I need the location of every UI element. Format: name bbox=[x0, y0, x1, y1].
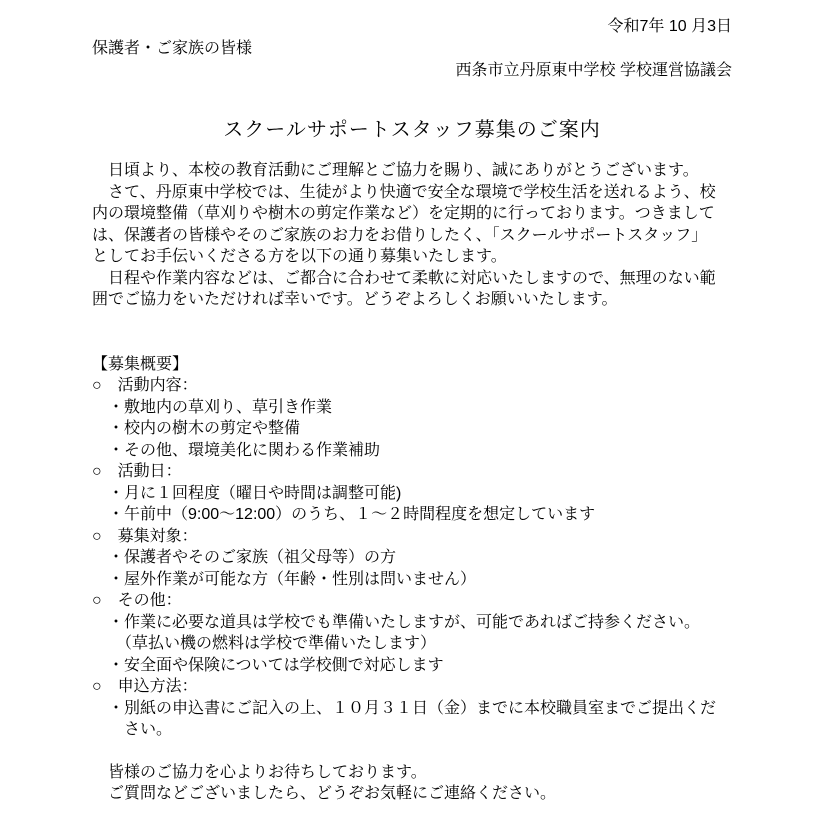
overview-bullet: ・その他、環境美化に関わる作業補助 bbox=[92, 441, 381, 459]
intro-line: さて、丹原東中学校では、生徒がより快適で安全な環境で学校生活を送れるよう、校 bbox=[92, 183, 716, 201]
intro-line: 囲でご協力をいただければ幸いです。どうぞよろしくお願いいたします。 bbox=[92, 291, 618, 308]
intro-line: は、保護者の皆様やそのご家族のお力をお借りしたく、「スクールサポートスタッフ」 bbox=[92, 226, 708, 244]
overview-bullet: （草払い機の燃料は学校で準備いたします） bbox=[92, 635, 437, 652]
overview-bullet: ・午前中（9:00～12:00）のうち、１～２時間程度を想定しています bbox=[92, 506, 596, 523]
intro-line: 日頃より、本校の教育活動にご理解とご協力を賜り、誠にありがとうございます。 bbox=[92, 162, 699, 179]
overview-bullet: ・安全面や保険については学校側で対応します bbox=[92, 656, 444, 674]
recipient-line: 保護者・ご家族の皆様 bbox=[92, 40, 253, 57]
document-title: スクールサポートスタッフ募集のご案内 bbox=[223, 119, 601, 141]
intro-paragraphs bbox=[92, 160, 732, 311]
intro-line: 日程や作業内容などは、ご都合に合わせて柔軟に対応いたしますので、無理のない範 bbox=[92, 269, 716, 287]
document-header bbox=[92, 16, 732, 82]
overview-bullet: ・作業に必要な道具は学校でも準備いたしますが、可能であればご持参ください。 bbox=[92, 613, 701, 631]
overview-bullet: ・保護者やそのご家族（祖父母等）の方 bbox=[92, 549, 397, 566]
overview-bullet: さい。 bbox=[92, 721, 173, 738]
overview-item-target-label: ○ 募集対象： bbox=[92, 527, 198, 545]
overview-item-schedule-label: ○ 活動日： bbox=[92, 463, 182, 480]
overview-item-apply-label: ○ 申込方法： bbox=[92, 678, 198, 695]
overview-bullet: ・屋外作業が可能な方（年齢・性別は問いません） bbox=[92, 570, 477, 588]
overview-bullet: ・校内の樹木の剪定や整備 bbox=[92, 420, 301, 437]
closing-line: 皆様のご協力を心よりお待ちしております。 bbox=[92, 763, 427, 781]
intro-line: としてお手伝いくださる方を以下の通り募集いたします。 bbox=[92, 248, 507, 265]
overview-bullet: ・月に１回程度（曜日や時間は調整可能) bbox=[92, 484, 402, 502]
closing-line: ご質問などございましたら、どうぞお気軽にご連絡ください。 bbox=[92, 785, 557, 802]
overview-bullet: ・別紙の申込書にご記入の上、１０月３１日（金）までに本校職員室までご提出くだ bbox=[92, 699, 717, 717]
overview-heading: 【募集概要】 bbox=[92, 355, 189, 373]
overview-item-activity-label: ○ 活動内容： bbox=[92, 377, 198, 394]
recruitment-overview-section bbox=[92, 354, 732, 741]
overview-bullet: ・敷地内の草刈り、草引き作業 bbox=[92, 398, 333, 416]
sender-line: 西条市立丹原東中学校 学校運営協議会 bbox=[455, 62, 732, 79]
closing-paragraph bbox=[92, 762, 732, 805]
intro-line: 内の環境整備（草刈りや樹木の剪定作業など）を定期的に行っております。つきまして bbox=[92, 205, 715, 222]
date-line: 令和7年 10 月3日 bbox=[607, 18, 732, 35]
overview-item-other-label: ○ その他： bbox=[92, 592, 182, 609]
